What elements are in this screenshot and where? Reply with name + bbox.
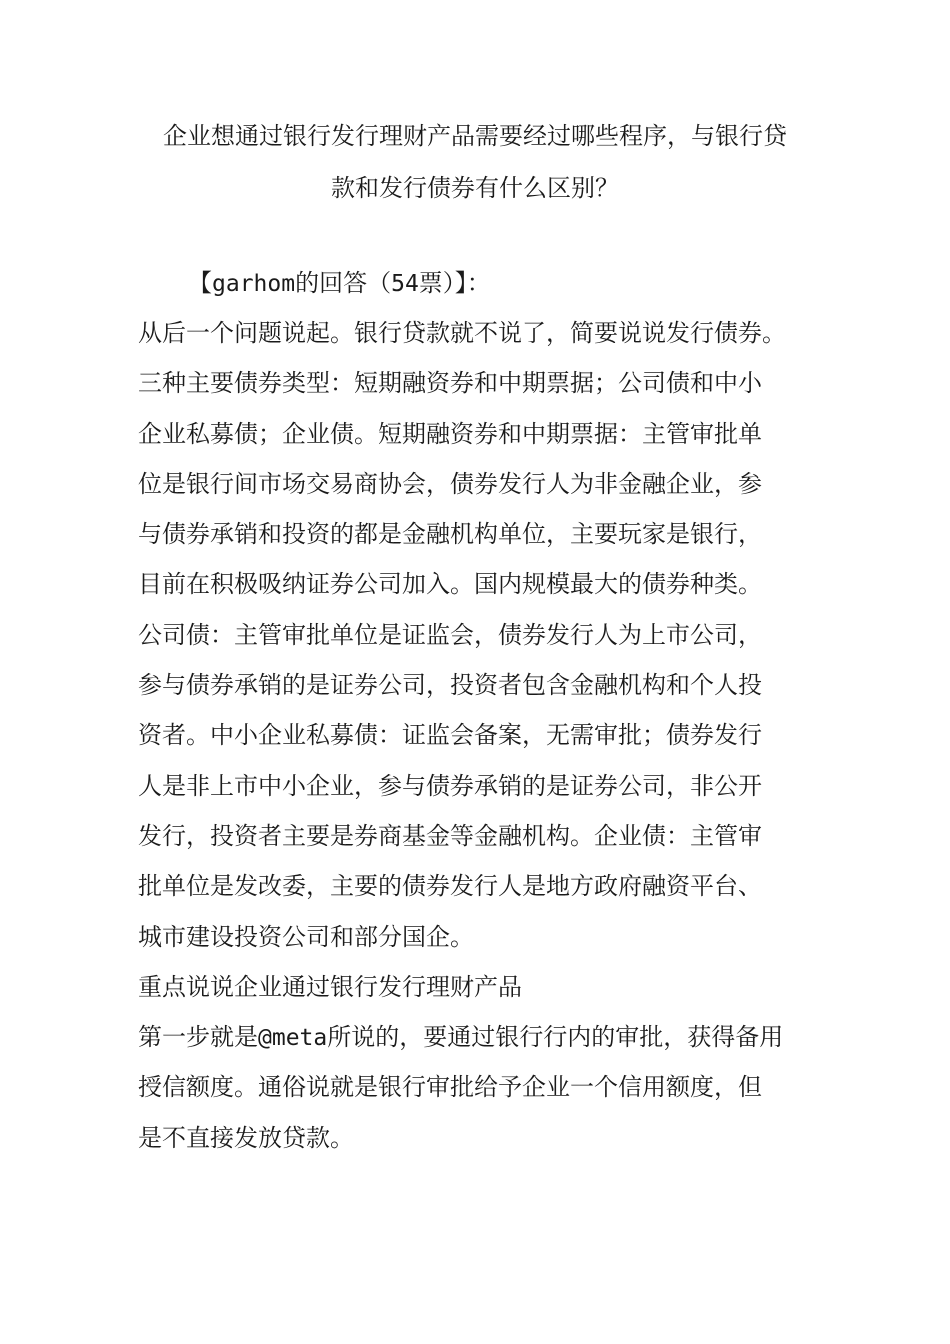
body-line: 是不直接发放贷款。 <box>138 1123 354 1152</box>
user-mention: @meta <box>258 1025 328 1052</box>
body-line: 公司债：主管审批单位是证监会，债券发行人为上市公司， <box>138 620 762 649</box>
answer-body <box>138 308 838 1163</box>
body-line: 人是非上市中小企业，参与债券承销的是证券公司，非公开 <box>138 771 762 800</box>
body-line: 与债券承销和投资的都是金融机构单位，主要玩家是银行， <box>138 520 762 549</box>
body-line: 参与债券承销的是证券公司，投资者包含金融机构和个人投 <box>138 671 762 700</box>
answer-votes: 54 <box>391 271 419 297</box>
body-line: 企业私募债；企业债。短期融资券和中期票据：主管审批单 <box>138 419 762 448</box>
answer-author: garhom <box>212 271 296 297</box>
title-line-2: 款和发行债券有什么区别？ <box>331 174 619 202</box>
title-line-1: 企业想通过银行发行理财产品需要经过哪些程序，与银行贷 <box>163 122 787 150</box>
body-line: 重点说说企业通过银行发行理财产品 <box>138 972 522 1001</box>
body-line: 批单位是发改委，主要的债券发行人是地方政府融资平台、 <box>138 872 762 901</box>
body-line: 从后一个问题说起。银行贷款就不说了，简要说说发行债券。 <box>138 319 786 347</box>
answer-votes-suffix: 票）】： <box>418 269 491 297</box>
answer-middle: 的回答（ <box>295 269 392 297</box>
body-line: 目前在积极吸纳证券公司加入。国内规模最大的债券种类。 <box>138 570 762 599</box>
document-title <box>120 110 830 214</box>
body-line: 发行，投资者主要是券商基金等金融机构。企业债：主管审 <box>138 821 762 850</box>
body-line: 三种主要债券类型：短期融资券和中期票据；公司债和中小 <box>138 369 762 398</box>
answer-header <box>188 258 491 309</box>
body-line: 第一步就是@meta所说的，要通过银行行内的审批，获得备用 <box>138 1023 784 1052</box>
body-line: 授信额度。通俗说就是银行审批给予企业一个信用额度，但 <box>138 1073 762 1102</box>
body-line: 位是银行间市场交易商协会，债券发行人为非金融企业，参 <box>138 469 762 498</box>
body-line: 城市建设投资公司和部分国企。 <box>138 922 474 951</box>
answer-open-bracket: 【 <box>188 269 212 297</box>
body-line: 资者。中小企业私募债：证监会备案，无需审批；债券发行 <box>138 721 762 750</box>
